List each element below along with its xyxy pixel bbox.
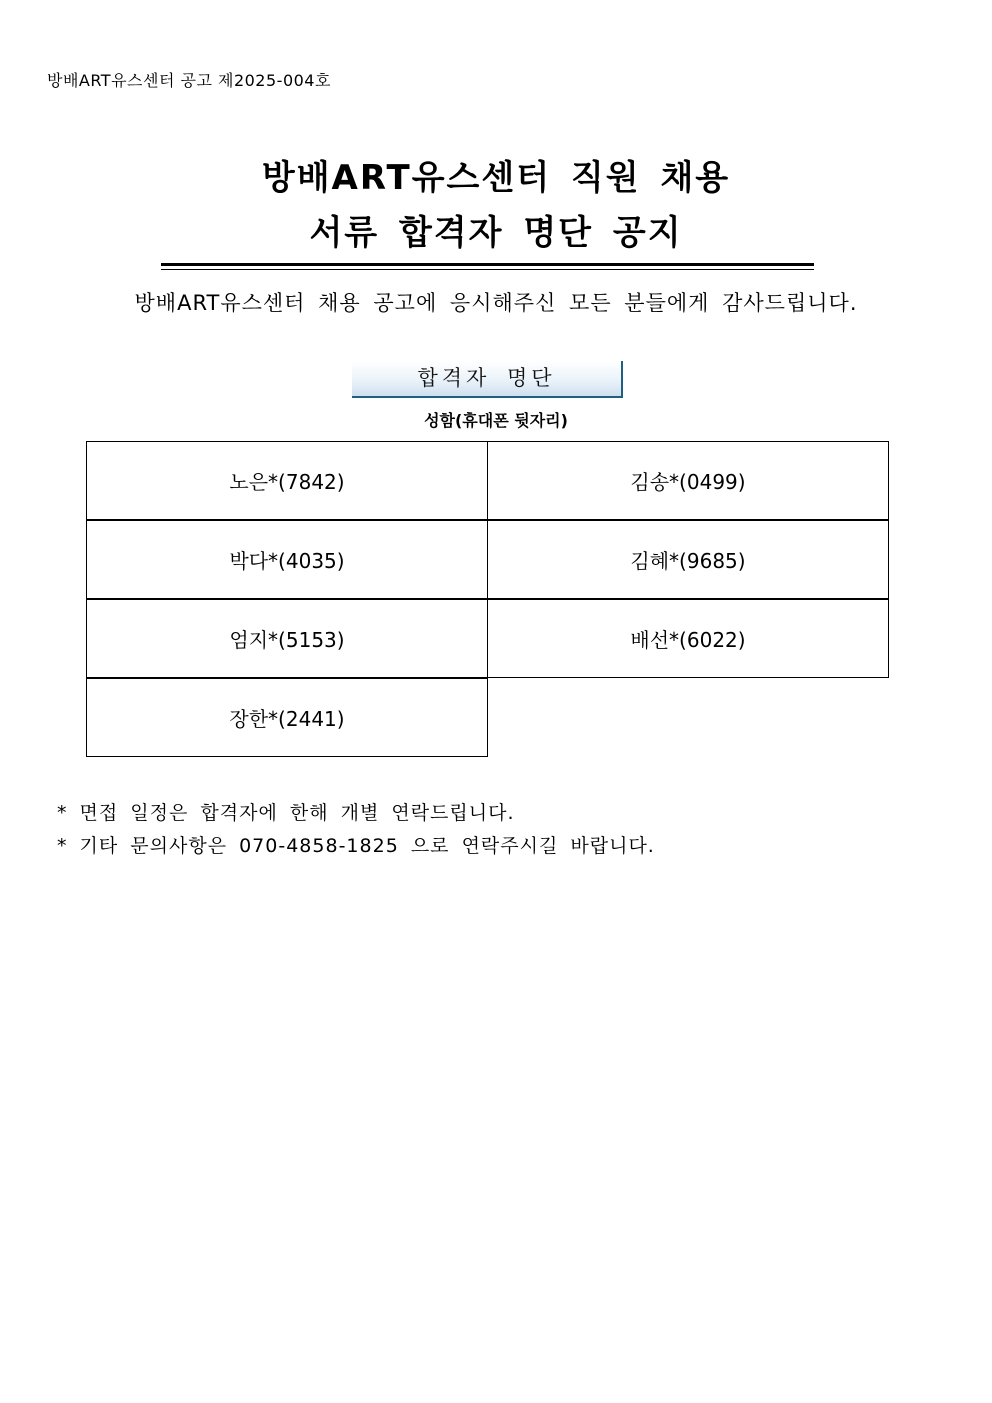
title-double-rule	[161, 263, 814, 270]
thanks-message: 방배ART유스센터 채용 공고에 응시해주신 모든 분들에게 감사드립니다.	[134, 291, 858, 315]
page-title-line2: 서류 합격자 명단 공지	[309, 213, 683, 253]
passers-list-caption: 성함(휴대폰 뒷자리)	[424, 411, 568, 430]
note-contact-inquiry: * 기타 문의사항은 070-4858-1825 으로 연락주시길 바랍니다.	[57, 835, 655, 857]
passer-cell: 엄지*(5153)	[86, 599, 488, 678]
notes-list	[57, 797, 655, 863]
passer-cell: 장한*(2441)	[86, 678, 488, 757]
passer-cell: 김혜*(9685)	[487, 520, 889, 599]
passer-cell: 노은*(7842)	[86, 441, 488, 520]
note-interview-schedule: * 면접 일정은 합격자에 한해 개별 연락드립니다.	[57, 802, 515, 824]
passer-cell: 박다*(4035)	[86, 520, 488, 599]
passer-cell: 배선*(6022)	[487, 599, 889, 678]
document-number: 방배ART유스센터 공고 제2025-004호	[47, 71, 331, 90]
page-title-line1: 방배ART유스센터 직원 채용	[261, 158, 731, 198]
passer-cell: 김송*(0499)	[487, 441, 889, 520]
passers-list-label: 합격자 명단	[352, 361, 623, 398]
